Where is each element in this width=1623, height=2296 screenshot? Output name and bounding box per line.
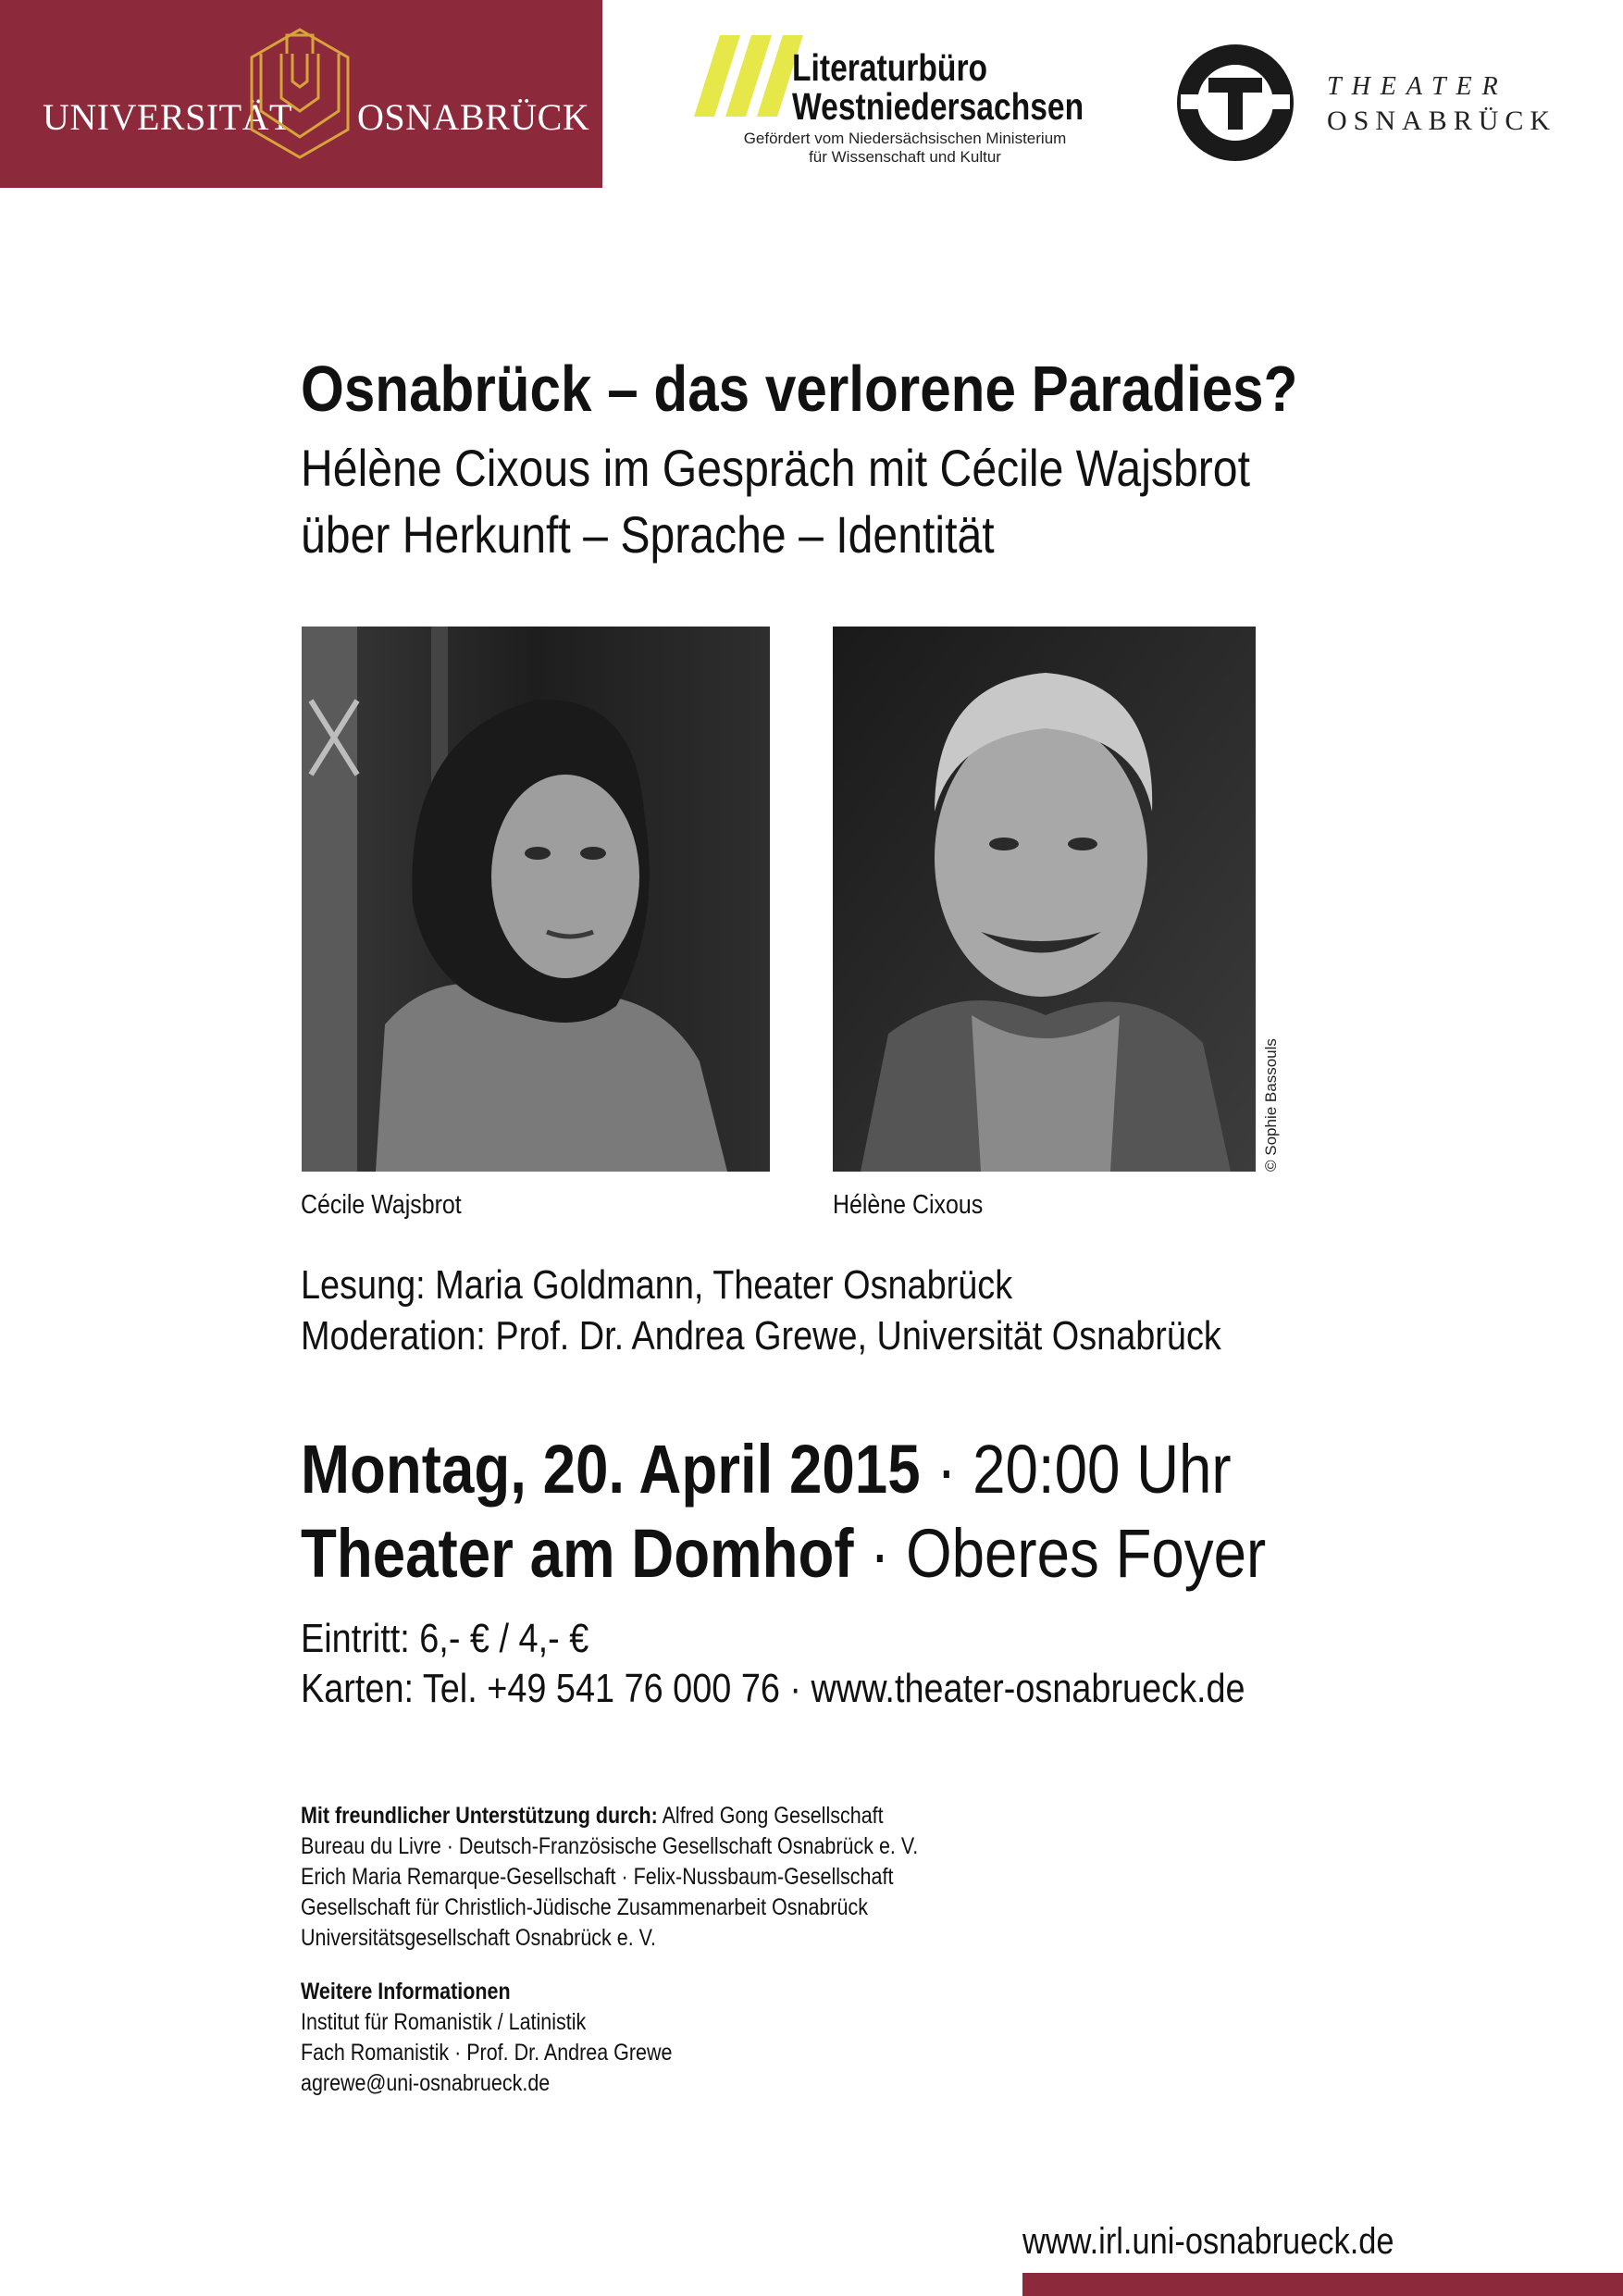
info-heading: Weitere Informationen: [301, 1979, 511, 2004]
event-subtitle-line1: Hélène Cixous im Gespräch mit Cécile Wajsbrot: [301, 439, 1250, 497]
support-line3: Erich Maria Remarque-Gesellschaft · Felix-Nussbaum-Gesellschaft: [301, 1864, 894, 1890]
support-line1: [301, 1803, 884, 1830]
portrait-left-image: [302, 627, 770, 1172]
support-line2: Bureau du Livre · Deutsch-Französische Gesellschaft Osnabrück e. V.: [301, 1833, 919, 1859]
university-wordmark-left: UNIVERSITÄT: [43, 96, 292, 138]
support-line4: Gesellschaft für Christlich-Jüdische Zusammenarbeit Osnabrück: [301, 1894, 868, 1920]
portrait-right-image: [833, 627, 1256, 1172]
event-time: · 20:00 Uhr: [920, 1431, 1232, 1508]
caption-left: Cécile Wajsbrot: [301, 1190, 462, 1220]
admission-price: Eintritt: 6,- € / 4,- €: [301, 1616, 589, 1661]
support-line5: Universitätsgesellschaft Osnabrück e. V.: [301, 1925, 657, 1951]
portrait-helene-cixous: [833, 627, 1256, 1172]
footer-bar: [1022, 2273, 1623, 2296]
theater-wordmark-bottom: OSNABRÜCK: [1327, 105, 1557, 136]
date-time-line: [301, 1430, 1232, 1508]
litbuero-subline2: für Wissenschaft und Kultur: [809, 148, 1001, 166]
support-first-sponsor: Alfred Gong Gesellschaft: [657, 1803, 884, 1829]
event-title: Osnabrück – das verlorene Paradies?: [301, 353, 1298, 425]
event-room: · Oberes Foyer: [853, 1515, 1267, 1592]
venue-line: [301, 1514, 1266, 1593]
university-crest-icon: [248, 26, 352, 161]
ticket-contact: Karten: Tel. +49 541 76 000 76 · www.theater-osnabrueck.de: [301, 1666, 1245, 1711]
theater-mark-icon: [1177, 44, 1294, 161]
info-email: agrewe@uni-osnabrueck.de: [301, 2070, 551, 2096]
info-line2: Fach Romanistik · Prof. Dr. Andrea Grewe: [301, 2040, 673, 2066]
theater-wordmark-top: THEATER: [1327, 72, 1508, 101]
event-subtitle-line2: über Herkunft – Sprache – Identität: [301, 505, 995, 564]
litbuero-name-line1: Literaturbüro: [792, 46, 988, 89]
support-label: Mit freundlicher Unterstützung durch:: [301, 1803, 658, 1829]
theater-logo: [1177, 44, 1573, 165]
lesung-line: Lesung: Maria Goldmann, Theater Osnabrück: [301, 1262, 1013, 1308]
portrait-cecile-wajsbrot: [302, 627, 770, 1172]
litbuero-logo: [692, 33, 1099, 172]
caption-right: Hélène Cixous: [833, 1190, 984, 1220]
event-date: Montag, 20. April 2015: [301, 1431, 921, 1508]
footer-url: www.irl.uni-osnabrueck.de: [1022, 2221, 1394, 2262]
university-wordmark-right: OSNABRÜCK: [357, 96, 590, 138]
litbuero-subline1: Gefördert vom Niedersächsischen Ministerium: [743, 130, 1067, 147]
photo-credit: © Sophie Bassouls: [1262, 1038, 1280, 1172]
event-venue: Theater am Domhof: [301, 1515, 854, 1592]
info-line1: Institut für Romanistik / Latinistik: [301, 2009, 587, 2035]
university-logo: [0, 0, 602, 188]
moderation-line: Moderation: Prof. Dr. Andrea Grewe, Universität Osnabrück: [301, 1313, 1221, 1359]
litbuero-name-line2: Westniedersachsen: [792, 85, 1084, 128]
